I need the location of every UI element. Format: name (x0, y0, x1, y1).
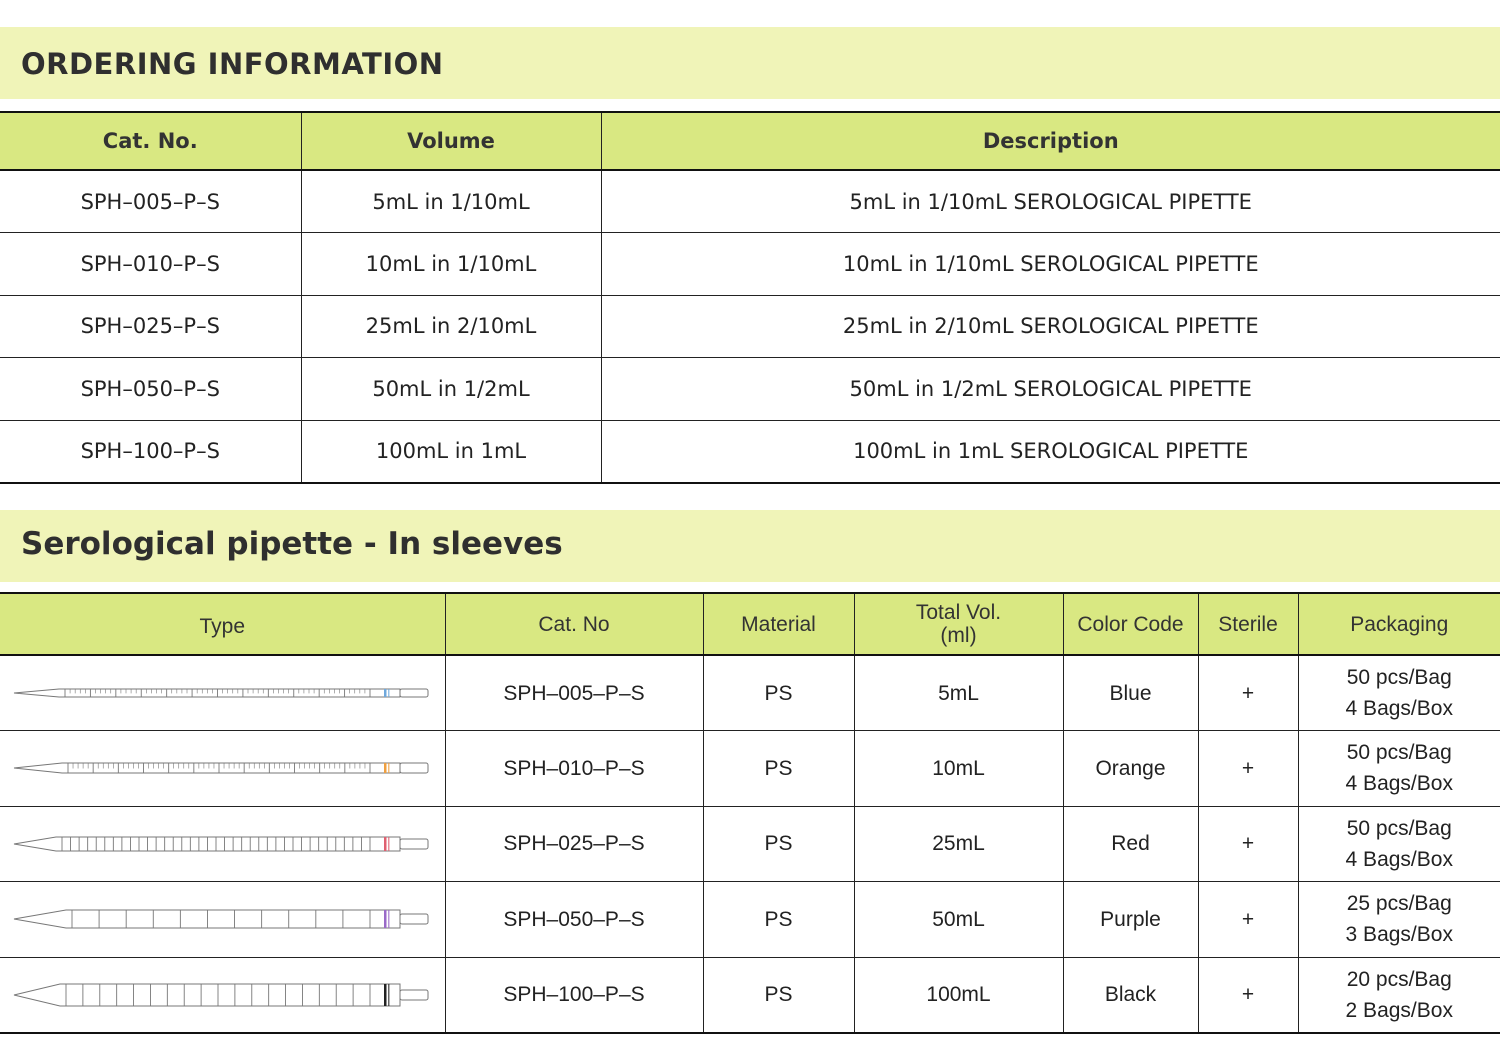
packaging-per-box: 2 Bags/Box (1345, 998, 1453, 1022)
type-cell (0, 957, 445, 1033)
cat-no-cell: SPH–100–P–S (80, 439, 220, 463)
pipette-image (12, 983, 432, 1007)
table-row (0, 806, 1500, 882)
section-title: Serological pipette - In sleeves (21, 526, 563, 562)
color-code-cell: Black (1063, 957, 1198, 1033)
type-cell (0, 731, 445, 807)
material-cell: PS (703, 806, 854, 882)
volume-cell: 5mL in 1/10mL (301, 170, 601, 233)
packaging-cell (1298, 806, 1500, 882)
header-total-vol (854, 593, 1063, 655)
description-cell: 50mL in 1/2mL SEROLOGICAL PIPETTE (601, 358, 1500, 421)
total-vol-cell: 25mL (854, 806, 1063, 882)
packaging-per-bag: 25 pcs/Bag (1346, 892, 1452, 916)
packaging-cell (1298, 731, 1500, 807)
material-cell: PS (703, 957, 854, 1033)
section-title: ORDERING INFORMATION (21, 47, 444, 81)
table-row (0, 295, 1500, 358)
volume-cell: 50mL in 1/2mL (301, 358, 601, 421)
packaging-per-bag: 50 pcs/Bag (1346, 741, 1452, 765)
cat-no-cell: SPH–050–P–S (0, 358, 301, 421)
color-code-cell: Blue (1063, 655, 1198, 731)
table-header-row (0, 112, 1500, 170)
material-cell: PS (703, 655, 854, 731)
packaging-cell (1298, 882, 1500, 958)
table-row (0, 358, 1500, 421)
cat-no-cell: SPH–025–P–S (0, 295, 301, 358)
description-cell: 5mL in 1/10mL SEROLOGICAL PIPETTE (601, 170, 1500, 233)
header-packaging: Packaging (1298, 593, 1500, 655)
ordering-table (0, 111, 1500, 484)
volume-cell: 10mL in 1/10mL (301, 233, 601, 296)
header-material: Material (703, 593, 854, 655)
packaging-per-bag: 20 pcs/Bag (1346, 967, 1452, 991)
volume-cell: 100mL in 1mL (301, 420, 601, 483)
cat-no-cell: SPH–005–P–S (0, 170, 301, 233)
header-volume: Volume (301, 112, 601, 170)
volume-cell: 25mL in 2/10mL (301, 295, 601, 358)
packaging-cell (1298, 655, 1500, 731)
cat-no-cell: SPH–100–P–S (445, 957, 703, 1033)
table-row (0, 420, 1500, 483)
pipette-image (12, 681, 432, 705)
pipette-image (12, 907, 432, 931)
table-row (0, 170, 1500, 233)
pipette-spec-table (0, 592, 1500, 1034)
total-vol-cell: 50mL (854, 882, 1063, 958)
sterile-cell: + (1198, 806, 1298, 882)
packaging-per-bag: 50 pcs/Bag (1346, 816, 1452, 840)
total-vol-cell: 10mL (854, 731, 1063, 807)
material-cell: PS (703, 731, 854, 807)
table-row (0, 957, 1500, 1033)
packaging-per-box: 4 Bags/Box (1345, 772, 1453, 796)
header-total-vol-line2: (ml) (940, 624, 977, 647)
pipette-image (12, 756, 432, 780)
pipette-image (12, 832, 432, 856)
table-row (0, 882, 1500, 958)
type-cell (0, 806, 445, 882)
header-sterile: Sterile (1198, 593, 1298, 655)
in-sleeves-banner (0, 510, 1500, 582)
packaging-per-box: 3 Bags/Box (1345, 923, 1453, 947)
packaging-cell (1298, 957, 1500, 1033)
header-color-code: Color Code (1063, 593, 1198, 655)
packaging-per-bag: 50 pcs/Bag (1346, 666, 1452, 689)
header-description: Description (601, 112, 1500, 170)
material-cell: PS (703, 882, 854, 958)
cat-no-cell: SPH–005–P–S (445, 655, 703, 731)
color-code-cell: Red (1063, 806, 1198, 882)
table-row (0, 731, 1500, 807)
cat-no-cell: SPH–010–P–S (0, 233, 301, 296)
header-cat-no: Cat. No. (0, 112, 301, 170)
color-code-cell: Purple (1063, 882, 1198, 958)
description-cell: 10mL in 1/10mL SEROLOGICAL PIPETTE (601, 233, 1500, 296)
table-row (0, 655, 1500, 731)
description-cell: 100mL in 1mL SEROLOGICAL PIPETTE (601, 420, 1500, 483)
ordering-information-banner (0, 27, 1500, 99)
header-cat-no: Cat. No (445, 593, 703, 655)
packaging-per-box: 4 Bags/Box (1345, 847, 1453, 871)
header-type-label: Type (199, 614, 246, 638)
type-cell (0, 882, 445, 958)
sterile-cell: + (1198, 655, 1298, 731)
color-code-cell: Orange (1063, 731, 1198, 807)
type-cell (0, 655, 445, 731)
total-vol-cell: 5mL (854, 655, 1063, 731)
table-header-row (0, 593, 1500, 655)
cat-no-cell: SPH–025–P–S (445, 806, 703, 882)
description-cell: 25mL in 2/10mL SEROLOGICAL PIPETTE (601, 295, 1500, 358)
header-total-vol-line1: Total Vol. (915, 601, 1002, 624)
cat-no-cell: SPH–010–P–S (445, 731, 703, 807)
sterile-cell: + (1198, 882, 1298, 958)
packaging-per-box: 4 Bags/Box (1345, 697, 1453, 720)
header-type (0, 593, 445, 655)
table-row (0, 233, 1500, 296)
sterile-cell: + (1198, 731, 1298, 807)
cat-no-cell: SPH–050–P–S (445, 882, 703, 958)
total-vol-cell: 100mL (854, 957, 1063, 1033)
sterile-cell: + (1198, 957, 1298, 1033)
